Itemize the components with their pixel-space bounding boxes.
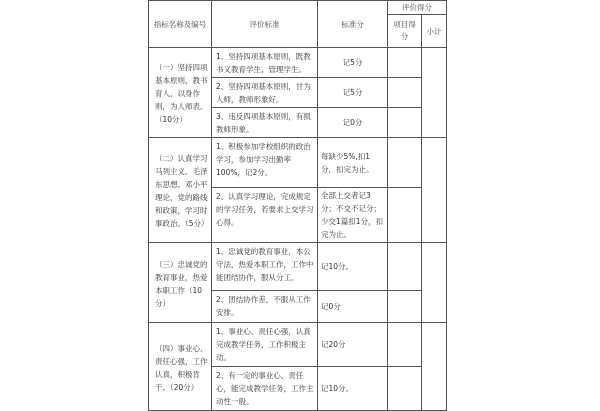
subtotal-cell[interactable] <box>422 323 447 411</box>
item-score-cell[interactable] <box>388 291 422 323</box>
standard-cell: 全部上交者记3分；不交不记分；少交1篇扣1分，扣完为止。 <box>318 188 388 243</box>
criteria-cell: 1、坚持四项基本原则，既教书又教育学生，管理学生。 <box>212 48 318 78</box>
indicator-group-4: （四）事业心、责任心强，工作认真，积极肯干。（20分） <box>149 323 212 411</box>
item-score-cell[interactable] <box>388 243 422 291</box>
item-score-cell[interactable] <box>388 48 422 78</box>
item-score-cell[interactable] <box>388 367 422 411</box>
indicator-group-1: （一）坚持四项基本原则，教书育人，以身作则，为人师表。（10分） <box>149 48 212 138</box>
table-row <box>149 48 447 78</box>
header-indicator: 指标名称及编号 <box>149 1 212 48</box>
header-subtotal: 小计 <box>422 15 447 48</box>
header-evaluation: 评价得分 <box>388 1 447 15</box>
subtotal-cell[interactable] <box>422 243 447 323</box>
item-score-cell[interactable] <box>388 78 422 108</box>
subtotal-cell[interactable] <box>422 48 447 138</box>
standard-cell: 记10分。 <box>318 243 388 291</box>
subtotal-cell[interactable] <box>422 138 447 243</box>
header-criteria: 评价标准 <box>212 1 318 48</box>
item-score-cell[interactable] <box>388 188 422 243</box>
standard-cell: 记5分 <box>318 78 388 108</box>
item-score-cell[interactable] <box>388 323 422 367</box>
standard-cell: 每缺少5%,扣1分，扣完为止。 <box>318 138 388 188</box>
evaluation-table <box>148 0 447 411</box>
indicator-group-2: （二）认真学习马列主义、毛泽东思想、邓小平理论，党的路线和政策，学习时事政治。（5分） <box>149 138 212 243</box>
criteria-cell: 3、违反四项基本原则，有损教师形象。 <box>212 108 318 138</box>
criteria-cell: 1、事业心、责任心强，认真完成教学任务，工作积极主动。 <box>212 323 318 367</box>
criteria-cell: 2、坚持四项基本原则，甘为人师，教师形象好。 <box>212 78 318 108</box>
standard-cell: 记20分 <box>318 323 388 367</box>
criteria-cell: 1、积极参加学校组织的政治学习，参加学习出勤率100%，记2分。 <box>212 138 318 188</box>
standard-cell: 记0分 <box>318 108 388 138</box>
criteria-cell: 2、有一定的事业心、责任心，能完成教学任务，工作主动性一般。 <box>212 367 318 411</box>
table-row <box>149 243 447 291</box>
standard-cell: 记0分 <box>318 291 388 323</box>
criteria-cell: 1、忠诚党的教育事业，本公守法，热爱本职工作，工作中能团结协作，服从分工。 <box>212 243 318 291</box>
criteria-cell: 2、认真学习理论，完成规定的学习任务，若要求上交学习心得。 <box>212 188 318 243</box>
standard-cell: 记5分 <box>318 48 388 78</box>
indicator-group-3: （三）忠诚党的教育事业，热爱本职工作（10分） <box>149 243 212 323</box>
standard-cell: 记10分。 <box>318 367 388 411</box>
item-score-cell[interactable] <box>388 138 422 188</box>
header-item-score: 项目得分 <box>388 15 422 48</box>
table-row <box>149 323 447 367</box>
item-score-cell[interactable] <box>388 108 422 138</box>
criteria-cell: 2、团结协作差，不服从工作安排。 <box>212 291 318 323</box>
table-row <box>149 138 447 188</box>
header-standard: 标准分 <box>318 1 388 48</box>
